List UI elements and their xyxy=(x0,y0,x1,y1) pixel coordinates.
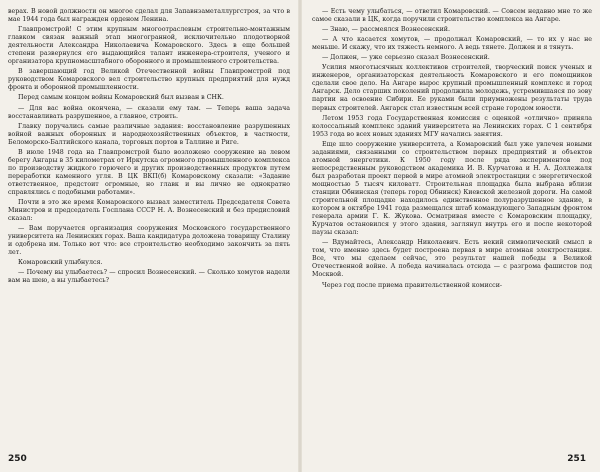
paragraph: Летом 1953 года Государственная комиссия с оценкой «отлично» приняла колоссальный комплекс зданий университета на Ленинских горах. С 1 сентября 1953 года во всех новых зданиях МГУ начались занятия. xyxy=(312,114,592,138)
paragraph: Перед самым концом войны Комаровский был вызван в СНК. xyxy=(18,94,224,102)
paragraph: — Для вас война окончена, — сказали ему там. — Теперь ваша задача восстанавливать разрушенное, а главное, строить. xyxy=(8,104,290,120)
paragraph: верах. В новой должности он многое сделал для Запавнзаметаллургстроя, за что в мае 1944 года был награжден орденом Ленина. xyxy=(8,8,290,24)
paragraph: Через год после приема правительственной комисси- xyxy=(322,281,503,289)
paragraph: — Знаю, — рассмеялся Вознесенский. xyxy=(322,26,450,34)
paragraph: В июле 1948 года на Главпромстрой было возложено сооружение на левом берегу Ангары в 35 километрах от Иркутска огромного промышленного комплекса по производству жидкого горючего и других производственных продуктов путем переработки каменного угля. В ЦК ВКП(б) Комаровскому сказали: «Задание ответственное, предстоит огромные, но главк и вы лично не однократно справлялись с подобными работами». xyxy=(8,148,290,196)
paragraph: — А что касается хомутов, — продолжал Комаровский, — то их у нас не меньше. И скажу, что их тяжесть немного. А ведь тянете. Должен и я тянуть. xyxy=(312,36,592,52)
left-page-text xyxy=(8,8,290,286)
page-number: 251 xyxy=(567,454,586,464)
paragraph: — Вам поручается организация сооружения Московского государственного университета на Ленинских горах. Ваша кандидатура доложена товарищу Сталину и одобрена им. Только вот что: все строительство необходимо закончить за пять лет. xyxy=(8,225,290,257)
paragraph: — Есть чему улыбаться, — ответил Комаровский. — Совсем недавно мне то же самое сказали в ЦК, когда поручили строительство комплекса на Ангаре. xyxy=(312,8,592,24)
paragraph: — Должен, — уже серьезно сказал Вознесенский. xyxy=(322,54,490,62)
right-page xyxy=(300,0,600,472)
paragraph: Почти в это же время Комаровского вызвал заместитель Председателя Совета Министров и председатель Госплана СССР Н. А. Вознесенский и без предисловий сказал: xyxy=(8,199,290,223)
paragraph: Комаровский улыбнулся. xyxy=(18,259,103,267)
paragraph: — Почему вы улыбаетесь? — спросил Вознесенский. — Сколько хомутов надели вам на шею, а вы улыбаетесь? xyxy=(8,269,290,285)
paragraph: Еще шло сооружение университета, а Комаровский был уже увлечен новыми заданиями, связанными со строительством первых предприятий и объектов атомной энергетики. К 1950 году после ряда экспериментов под непосредственным руководством академика И. В. Курчатова и Н. А. Доллежаля был разработан проект первой в мире атомной электростанции с энергетической мощностью 5 тысяч киловатт. Строительная площадка была выбрана вблизи станции Обнинская (теперь город Обнинск) Киевской железной дороги. На самой строительной площадке находилось единственное полуразрушенное здание, в котором в октябре 1941 года размещался штаб командующего Западным фронтом генерала армии Г. К. Жукова. Осматривая вместе с Комаровским площадку, Курчатов остановился у этого здания, заглянул внутрь его и после некоторой паузы сказал: xyxy=(312,140,592,237)
page-number: 250 xyxy=(8,454,27,464)
paragraph: — Вдумайтесь, Александр Николаевич. Есть некий символический смысл в том, что именно здесь будет построена первая в мире атомная электростанция. Все, что мы сделаем сейчас, это результат нашей победы в Великой Отечественной войне. А победа начиналась отсюда — с разгрома фашистов под Москвой. xyxy=(312,239,592,279)
paragraph: Главпромстрой! С этим крупным многоотраслевым строительно-монтажным главком связан важный этап многогранной, исключительно плодотворной деятельности Александра Николаевича Комаровского. Здесь в еще большей степени развернулся его выдающийся талант инженера-строителя, ученого и организатора крупномасштабного оборонного и промышленного строительства. xyxy=(8,26,290,66)
paragraph: Усилия многотысячных коллективов строителей, творческий поиск ученых и инженеров, организаторская деятельность Комаровского и его помощников сделали свое дело. На Ангаре вырос крупный промышленный комплекс и город Ангарск. Дело старших поколений продолжила молодежь, устремившаяся по зову партии на освоение Сибири. Ее руками были приумножены результаты труда первых строителей. Ангарск стал известным всей стране городом юности. xyxy=(312,64,592,112)
paragraph: В завершающий год Великой Отечественной войны Главпромстрой под руководством Комаровского вел строительство крупных предприятий для нужд фронта и оборонной промышленности. xyxy=(8,68,290,92)
paragraph: Главку поручались самые различные задания: восстановление разрушенных войной важных оборонных и народнохозяйственных объектов, в частности, Беломорско-Балтийского канала, торговых портов в Таллине и Риге. xyxy=(8,122,290,146)
right-page-text xyxy=(312,8,592,290)
